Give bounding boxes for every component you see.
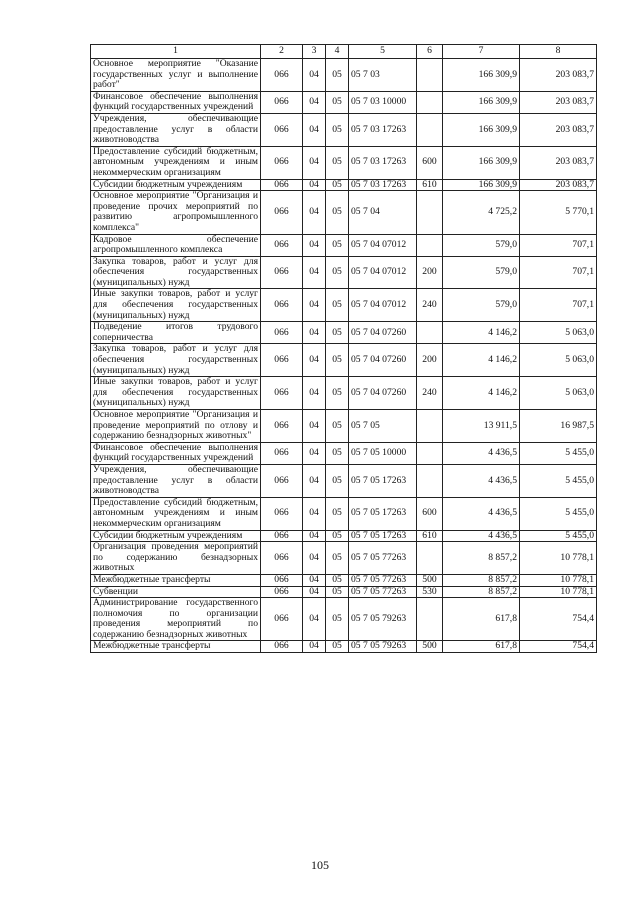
expense-type-cell: 500 — [417, 641, 443, 653]
row-name-cell: Субвенции — [91, 586, 261, 598]
section-cell: 04 — [303, 542, 326, 575]
header-cell: 5 — [349, 45, 417, 59]
ministry-code-cell: 066 — [261, 322, 303, 344]
amount-cell: 707,1 — [520, 234, 597, 256]
target-article-cell: 05 7 05 17263 — [349, 497, 417, 530]
expense-type-cell: 200 — [417, 344, 443, 377]
header-cell: 2 — [261, 45, 303, 59]
amount-cell: 166 309,9 — [443, 91, 520, 113]
row-name-cell: Основное мероприятие "Организация и проведение прочих мероприятий по развитию агропромышленного комплекса" — [91, 191, 261, 234]
table-row — [91, 530, 597, 542]
header-cell: 7 — [443, 45, 520, 59]
expense-type-cell: 610 — [417, 530, 443, 542]
ministry-code-cell: 066 — [261, 91, 303, 113]
subsection-cell: 05 — [326, 586, 349, 598]
row-name-cell: Закупка товаров, работ и услуг для обеспечения государственных (муниципальных) нужд — [91, 344, 261, 377]
row-name-cell: Предоставление субсидий бюджетным, автономным учреждениям и иным некоммерческим организациям — [91, 497, 261, 530]
expense-type-cell — [417, 542, 443, 575]
amount-cell: 166 309,9 — [443, 146, 520, 179]
row-name-cell: Субсидии бюджетным учреждениям — [91, 179, 261, 191]
section-cell: 04 — [303, 442, 326, 464]
amount-cell: 4 436,5 — [443, 530, 520, 542]
amount-cell: 10 778,1 — [520, 542, 597, 575]
ministry-code-cell: 066 — [261, 497, 303, 530]
row-name-cell: Подведение итогов трудового соперничества — [91, 322, 261, 344]
amount-cell: 13 911,5 — [443, 410, 520, 443]
target-article-cell: 05 7 04 — [349, 191, 417, 234]
table-row — [91, 322, 597, 344]
target-article-cell: 05 7 04 07260 — [349, 377, 417, 410]
ministry-code-cell: 066 — [261, 146, 303, 179]
expense-type-cell: 610 — [417, 179, 443, 191]
expense-type-cell: 200 — [417, 256, 443, 289]
row-name-cell: Финансовое обеспечение выполнения функций государственных учреждений — [91, 91, 261, 113]
expense-type-cell — [417, 442, 443, 464]
subsection-cell: 05 — [326, 641, 349, 653]
amount-cell: 5 063,0 — [520, 322, 597, 344]
table-row — [91, 442, 597, 464]
amount-cell: 4 146,2 — [443, 344, 520, 377]
ministry-code-cell: 066 — [261, 464, 303, 497]
row-name-cell: Организация проведения мероприятий по содержанию безнадзорных животных — [91, 542, 261, 575]
section-cell: 04 — [303, 191, 326, 234]
target-article-cell: 05 7 04 07012 — [349, 256, 417, 289]
amount-cell: 8 857,2 — [443, 586, 520, 598]
header-cell: 4 — [326, 45, 349, 59]
subsection-cell: 05 — [326, 530, 349, 542]
ministry-code-cell: 066 — [261, 377, 303, 410]
ministry-code-cell: 066 — [261, 234, 303, 256]
row-name-cell: Основное мероприятие "Организация и проведение мероприятий по отлову и содержанию безнадзорных животных" — [91, 410, 261, 443]
row-name-cell: Иные закупки товаров, работ и услуг для обеспечения государственных (муниципальных) нужд — [91, 377, 261, 410]
section-cell: 04 — [303, 146, 326, 179]
subsection-cell: 05 — [326, 234, 349, 256]
subsection-cell: 05 — [326, 191, 349, 234]
ministry-code-cell: 066 — [261, 574, 303, 586]
table-row — [91, 497, 597, 530]
amount-cell: 203 083,7 — [520, 59, 597, 92]
subsection-cell: 05 — [326, 256, 349, 289]
section-cell: 04 — [303, 574, 326, 586]
subsection-cell: 05 — [326, 598, 349, 641]
section-cell: 04 — [303, 234, 326, 256]
budget-table — [90, 44, 597, 653]
target-article-cell: 05 7 03 10000 — [349, 91, 417, 113]
ministry-code-cell: 066 — [261, 344, 303, 377]
expense-type-cell — [417, 91, 443, 113]
row-name-cell: Администрирование государственного полномочия по организации проведения мероприятий по содержанию безнадзорных животных — [91, 598, 261, 641]
amount-cell: 166 309,9 — [443, 113, 520, 146]
subsection-cell: 05 — [326, 542, 349, 575]
table-row — [91, 179, 597, 191]
amount-cell: 707,1 — [520, 289, 597, 322]
amount-cell: 5 455,0 — [520, 464, 597, 497]
amount-cell: 754,4 — [520, 641, 597, 653]
subsection-cell: 05 — [326, 464, 349, 497]
amount-cell: 4 436,5 — [443, 464, 520, 497]
target-article-cell: 05 7 03 — [349, 59, 417, 92]
target-article-cell: 05 7 05 17263 — [349, 530, 417, 542]
ministry-code-cell: 066 — [261, 586, 303, 598]
amount-cell: 203 083,7 — [520, 146, 597, 179]
expense-type-cell: 500 — [417, 574, 443, 586]
table-row — [91, 410, 597, 443]
amount-cell: 5 455,0 — [520, 530, 597, 542]
table-row — [91, 464, 597, 497]
expense-type-cell — [417, 464, 443, 497]
ministry-code-cell: 066 — [261, 256, 303, 289]
amount-cell: 4 146,2 — [443, 377, 520, 410]
ministry-code-cell: 066 — [261, 410, 303, 443]
section-cell: 04 — [303, 59, 326, 92]
section-cell: 04 — [303, 641, 326, 653]
table-row — [91, 542, 597, 575]
amount-cell: 203 083,7 — [520, 179, 597, 191]
row-name-cell: Субсидии бюджетным учреждениям — [91, 530, 261, 542]
subsection-cell: 05 — [326, 179, 349, 191]
amount-cell: 166 309,9 — [443, 59, 520, 92]
table-row — [91, 598, 597, 641]
table-row — [91, 289, 597, 322]
page-number: 105 — [311, 858, 329, 872]
expense-type-cell — [417, 191, 443, 234]
expense-type-cell — [417, 234, 443, 256]
ministry-code-cell: 066 — [261, 542, 303, 575]
subsection-cell: 05 — [326, 442, 349, 464]
row-name-cell: Учреждения, обеспечивающие предоставление услуг в области животноводства — [91, 113, 261, 146]
target-article-cell: 05 7 05 77263 — [349, 574, 417, 586]
expense-type-cell: 240 — [417, 377, 443, 410]
amount-cell: 166 309,9 — [443, 179, 520, 191]
amount-cell: 579,0 — [443, 234, 520, 256]
section-cell: 04 — [303, 586, 326, 598]
expense-type-cell: 530 — [417, 586, 443, 598]
ministry-code-cell: 066 — [261, 530, 303, 542]
row-name-cell: Межбюджетные трансферты — [91, 574, 261, 586]
section-cell: 04 — [303, 530, 326, 542]
subsection-cell: 05 — [326, 574, 349, 586]
section-cell: 04 — [303, 410, 326, 443]
section-cell: 04 — [303, 91, 326, 113]
expense-type-cell — [417, 59, 443, 92]
row-name-cell: Закупка товаров, работ и услуг для обеспечения государственных (муниципальных) нужд — [91, 256, 261, 289]
table-row — [91, 586, 597, 598]
section-cell: 04 — [303, 289, 326, 322]
row-name-cell: Межбюджетные трансферты — [91, 641, 261, 653]
amount-cell: 579,0 — [443, 289, 520, 322]
subsection-cell: 05 — [326, 410, 349, 443]
amount-cell: 4 146,2 — [443, 322, 520, 344]
target-article-cell: 05 7 05 79263 — [349, 598, 417, 641]
amount-cell: 16 987,5 — [520, 410, 597, 443]
table-row — [91, 574, 597, 586]
expense-type-cell: 600 — [417, 497, 443, 530]
amount-cell: 5 770,1 — [520, 191, 597, 234]
row-name-cell: Кадровое обеспечение агропромышленного комплекса — [91, 234, 261, 256]
table-row — [91, 256, 597, 289]
expense-type-cell — [417, 322, 443, 344]
amount-cell: 579,0 — [443, 256, 520, 289]
target-article-cell: 05 7 05 77263 — [349, 586, 417, 598]
table-row — [91, 91, 597, 113]
subsection-cell: 05 — [326, 91, 349, 113]
header-cell: 8 — [520, 45, 597, 59]
ministry-code-cell: 066 — [261, 641, 303, 653]
amount-cell: 5 455,0 — [520, 497, 597, 530]
subsection-cell: 05 — [326, 497, 349, 530]
amount-cell: 707,1 — [520, 256, 597, 289]
ministry-code-cell: 066 — [261, 442, 303, 464]
row-name-cell: Основное мероприятие "Оказание государственных услуг и выполнение работ" — [91, 59, 261, 92]
amount-cell: 5 455,0 — [520, 442, 597, 464]
header-cell: 1 — [91, 45, 261, 59]
target-article-cell: 05 7 04 07012 — [349, 234, 417, 256]
ministry-code-cell: 066 — [261, 289, 303, 322]
amount-cell: 617,8 — [443, 598, 520, 641]
section-cell: 04 — [303, 598, 326, 641]
amount-cell: 4 436,5 — [443, 442, 520, 464]
ministry-code-cell: 066 — [261, 191, 303, 234]
subsection-cell: 05 — [326, 344, 349, 377]
section-cell: 04 — [303, 256, 326, 289]
expense-type-cell — [417, 598, 443, 641]
section-cell: 04 — [303, 377, 326, 410]
header-cell: 6 — [417, 45, 443, 59]
row-name-cell: Предоставление субсидий бюджетным, автономным учреждениям и иным некоммерческим организациям — [91, 146, 261, 179]
header-row — [91, 45, 597, 59]
amount-cell: 203 083,7 — [520, 91, 597, 113]
target-article-cell: 05 7 04 07012 — [349, 289, 417, 322]
expense-type-cell — [417, 113, 443, 146]
row-name-cell: Учреждения, обеспечивающие предоставление услуг в области животноводства — [91, 464, 261, 497]
section-cell: 04 — [303, 344, 326, 377]
table-row — [91, 146, 597, 179]
amount-cell: 4 436,5 — [443, 497, 520, 530]
subsection-cell: 05 — [326, 113, 349, 146]
row-name-cell: Финансовое обеспечение выполнения функций государственных учреждений — [91, 442, 261, 464]
amount-cell: 617,8 — [443, 641, 520, 653]
ministry-code-cell: 066 — [261, 179, 303, 191]
target-article-cell: 05 7 05 79263 — [349, 641, 417, 653]
target-article-cell: 05 7 04 07260 — [349, 344, 417, 377]
table-row — [91, 344, 597, 377]
target-article-cell: 05 7 05 77263 — [349, 542, 417, 575]
expense-type-cell — [417, 410, 443, 443]
ministry-code-cell: 066 — [261, 598, 303, 641]
table-row — [91, 113, 597, 146]
amount-cell: 10 778,1 — [520, 586, 597, 598]
expense-type-cell: 240 — [417, 289, 443, 322]
subsection-cell: 05 — [326, 377, 349, 410]
expense-type-cell: 600 — [417, 146, 443, 179]
subsection-cell: 05 — [326, 146, 349, 179]
section-cell: 04 — [303, 322, 326, 344]
subsection-cell: 05 — [326, 289, 349, 322]
table-row — [91, 191, 597, 234]
target-article-cell: 05 7 05 — [349, 410, 417, 443]
target-article-cell: 05 7 03 17263 — [349, 113, 417, 146]
amount-cell: 4 725,2 — [443, 191, 520, 234]
target-article-cell: 05 7 05 10000 — [349, 442, 417, 464]
row-name-cell: Иные закупки товаров, работ и услуг для обеспечения государственных (муниципальных) нужд — [91, 289, 261, 322]
amount-cell: 10 778,1 — [520, 574, 597, 586]
table-row — [91, 377, 597, 410]
amount-cell: 5 063,0 — [520, 344, 597, 377]
target-article-cell: 05 7 03 17263 — [349, 146, 417, 179]
section-cell: 04 — [303, 113, 326, 146]
target-article-cell: 05 7 05 17263 — [349, 464, 417, 497]
target-article-cell: 05 7 04 07260 — [349, 322, 417, 344]
section-cell: 04 — [303, 464, 326, 497]
ministry-code-cell: 066 — [261, 113, 303, 146]
section-cell: 04 — [303, 497, 326, 530]
target-article-cell: 05 7 03 17263 — [349, 179, 417, 191]
table-row — [91, 234, 597, 256]
amount-cell: 754,4 — [520, 598, 597, 641]
amount-cell: 5 063,0 — [520, 377, 597, 410]
amount-cell: 203 083,7 — [520, 113, 597, 146]
header-cell: 3 — [303, 45, 326, 59]
table-row — [91, 59, 597, 92]
amount-cell: 8 857,2 — [443, 574, 520, 586]
table-row — [91, 641, 597, 653]
subsection-cell: 05 — [326, 322, 349, 344]
section-cell: 04 — [303, 179, 326, 191]
amount-cell: 8 857,2 — [443, 542, 520, 575]
ministry-code-cell: 066 — [261, 59, 303, 92]
subsection-cell: 05 — [326, 59, 349, 92]
